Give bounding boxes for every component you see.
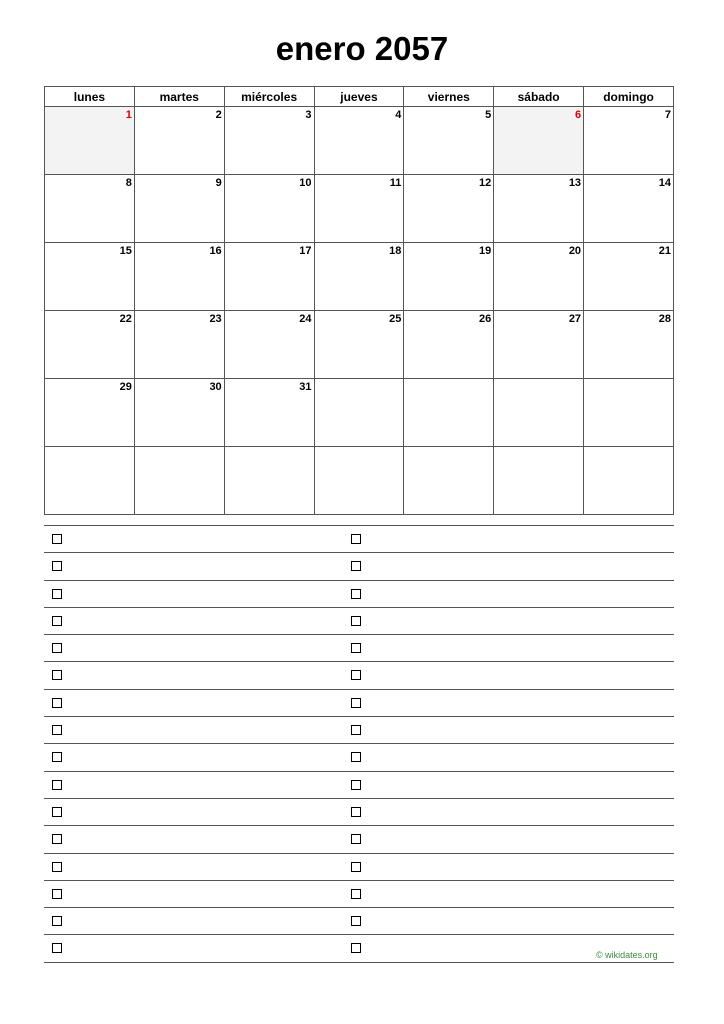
day-number: 3 <box>305 109 312 121</box>
calendar-day-cell <box>584 379 674 447</box>
calendar-day-cell <box>45 175 135 243</box>
todo-row <box>44 798 674 825</box>
calendar-day-cell <box>134 379 224 447</box>
weekday-header: domingo <box>584 87 674 107</box>
day-number <box>584 379 673 381</box>
checkbox-icon[interactable] <box>351 589 361 599</box>
checkbox-icon[interactable] <box>52 616 62 626</box>
day-number <box>404 447 493 449</box>
calendar-day-cell <box>404 311 494 379</box>
day-number: 17 <box>299 245 312 257</box>
calendar-day-cell <box>134 107 224 175</box>
checkbox-icon[interactable] <box>52 780 62 790</box>
calendar-day-cell <box>404 243 494 311</box>
day-number: 12 <box>478 177 492 189</box>
calendar-day-cell <box>584 243 674 311</box>
calendar-day-cell <box>45 311 135 379</box>
calendar-day-cell <box>224 107 314 175</box>
day-number: 5 <box>485 109 492 121</box>
day-number: 28 <box>658 313 671 325</box>
calendar-week-row <box>45 175 674 243</box>
calendar-day-cell <box>494 311 584 379</box>
checkbox-icon[interactable] <box>351 752 361 762</box>
calendar-day-cell <box>494 175 584 243</box>
checkbox-icon[interactable] <box>351 943 361 953</box>
checkbox-icon[interactable] <box>52 834 62 844</box>
calendar-day-cell <box>45 447 135 515</box>
calendar-day-cell <box>404 175 494 243</box>
day-number: 13 <box>568 177 582 189</box>
day-number: 24 <box>299 313 312 325</box>
todo-row <box>44 525 674 552</box>
calendar-title: enero 2057 <box>275 30 449 67</box>
checkbox-icon[interactable] <box>351 561 361 571</box>
checkbox-icon[interactable] <box>351 916 361 926</box>
checkbox-icon[interactable] <box>52 561 62 571</box>
checkbox-icon[interactable] <box>52 807 62 817</box>
day-number <box>45 447 134 449</box>
checkbox-icon[interactable] <box>351 889 361 899</box>
calendar-day-cell <box>45 107 135 175</box>
day-number: 10 <box>299 177 312 189</box>
day-number: 20 <box>568 245 582 257</box>
day-number: 18 <box>389 245 402 257</box>
checkbox-icon[interactable] <box>52 534 62 544</box>
checkbox-icon[interactable] <box>351 670 361 680</box>
checkbox-icon[interactable] <box>351 725 361 735</box>
todo-row <box>44 880 674 907</box>
calendar-day-cell <box>584 447 674 515</box>
day-number: 30 <box>209 381 222 393</box>
checkbox-icon[interactable] <box>52 643 62 653</box>
checkbox-icon[interactable] <box>351 862 361 872</box>
calendar-week-row <box>45 447 674 515</box>
day-number: 6 <box>574 109 582 121</box>
checkbox-icon[interactable] <box>52 698 62 708</box>
day-number <box>315 379 404 381</box>
day-number: 1 <box>125 109 132 121</box>
calendar-day-cell <box>224 243 314 311</box>
todo-row <box>44 771 674 798</box>
weekday-header: miércoles <box>224 87 314 107</box>
calendar-day-cell <box>134 447 224 515</box>
todo-row <box>44 853 674 880</box>
day-number <box>494 447 583 449</box>
day-number: 27 <box>568 313 582 325</box>
calendar-day-cell <box>134 243 224 311</box>
todo-row <box>44 743 674 770</box>
day-number: 2 <box>215 109 222 121</box>
checkbox-icon[interactable] <box>351 698 361 708</box>
day-number: 23 <box>209 313 222 325</box>
todo-row <box>44 552 674 579</box>
todo-row <box>44 716 674 743</box>
weekday-header: sábado <box>494 87 584 107</box>
calendar-day-cell <box>224 175 314 243</box>
checkbox-icon[interactable] <box>52 916 62 926</box>
day-number: 14 <box>658 177 671 189</box>
day-number: 11 <box>389 177 402 189</box>
calendar-day-cell <box>224 379 314 447</box>
checkbox-icon[interactable] <box>52 725 62 735</box>
checkbox-icon[interactable] <box>52 589 62 599</box>
checkbox-icon[interactable] <box>351 534 361 544</box>
day-number: 4 <box>395 109 402 121</box>
checkbox-icon[interactable] <box>52 752 62 762</box>
calendar-week-row <box>45 243 674 311</box>
todo-row <box>44 634 674 661</box>
day-number <box>584 447 673 449</box>
calendar-day-cell <box>45 243 135 311</box>
checkbox-icon[interactable] <box>351 807 361 817</box>
day-number: 7 <box>664 109 671 121</box>
day-number <box>494 379 583 381</box>
day-number: 16 <box>209 245 222 257</box>
weekday-header: martes <box>134 87 224 107</box>
checkbox-icon[interactable] <box>52 943 62 953</box>
calendar-day-cell <box>314 447 404 515</box>
calendar-day-cell <box>314 243 404 311</box>
calendar-day-cell <box>224 311 314 379</box>
calendar-day-cell <box>134 311 224 379</box>
day-number <box>225 447 314 449</box>
calendar-day-cell <box>494 379 584 447</box>
todo-row <box>44 689 674 716</box>
todo-row <box>44 607 674 634</box>
day-number <box>404 379 493 381</box>
calendar-grid <box>44 86 674 515</box>
calendar-day-cell <box>584 311 674 379</box>
todo-row <box>44 580 674 607</box>
calendar-week-row <box>45 379 674 447</box>
calendar-day-cell <box>404 107 494 175</box>
calendar-day-cell <box>314 311 404 379</box>
checkbox-icon[interactable] <box>52 889 62 899</box>
checkbox-icon[interactable] <box>351 834 361 844</box>
calendar-day-cell <box>494 107 584 175</box>
todo-row <box>44 661 674 688</box>
calendar-day-cell <box>494 243 584 311</box>
day-number: 19 <box>478 245 492 257</box>
day-number: 29 <box>119 381 132 393</box>
weekday-header: viernes <box>404 87 494 107</box>
day-number: 26 <box>478 313 492 325</box>
day-number: 9 <box>215 177 222 189</box>
calendar-day-cell <box>314 107 404 175</box>
weekday-header: jueves <box>314 87 404 107</box>
calendar-day-cell <box>314 379 404 447</box>
day-number: 15 <box>119 245 132 257</box>
weekday-header: lunes <box>45 87 135 107</box>
calendar-day-cell <box>224 447 314 515</box>
day-number: 25 <box>389 313 402 325</box>
todo-row <box>44 825 674 852</box>
calendar-day-cell <box>404 379 494 447</box>
calendar-day-cell <box>404 447 494 515</box>
day-number: 31 <box>299 381 312 393</box>
calendar-week-row <box>45 107 674 175</box>
calendar-day-cell <box>134 175 224 243</box>
calendar-day-cell <box>584 107 674 175</box>
todo-row <box>44 907 674 934</box>
calendar-day-cell <box>45 379 135 447</box>
checkbox-icon[interactable] <box>52 670 62 680</box>
day-number <box>315 447 404 449</box>
calendar-week-row <box>45 311 674 379</box>
calendar-day-cell <box>584 175 674 243</box>
day-number <box>135 447 224 449</box>
day-number: 21 <box>658 245 671 257</box>
checkbox-icon[interactable] <box>52 862 62 872</box>
day-number: 22 <box>119 313 132 325</box>
calendar-day-cell <box>314 175 404 243</box>
calendar-day-cell <box>494 447 584 515</box>
todo-row <box>44 934 674 962</box>
todo-list <box>44 525 674 963</box>
day-number: 8 <box>125 177 132 189</box>
footer-credit: © wikidates.org <box>596 950 658 960</box>
checkbox-icon[interactable] <box>351 643 361 653</box>
checkbox-icon[interactable] <box>351 780 361 790</box>
weekday-header-row <box>45 87 674 107</box>
checkbox-icon[interactable] <box>351 616 361 626</box>
